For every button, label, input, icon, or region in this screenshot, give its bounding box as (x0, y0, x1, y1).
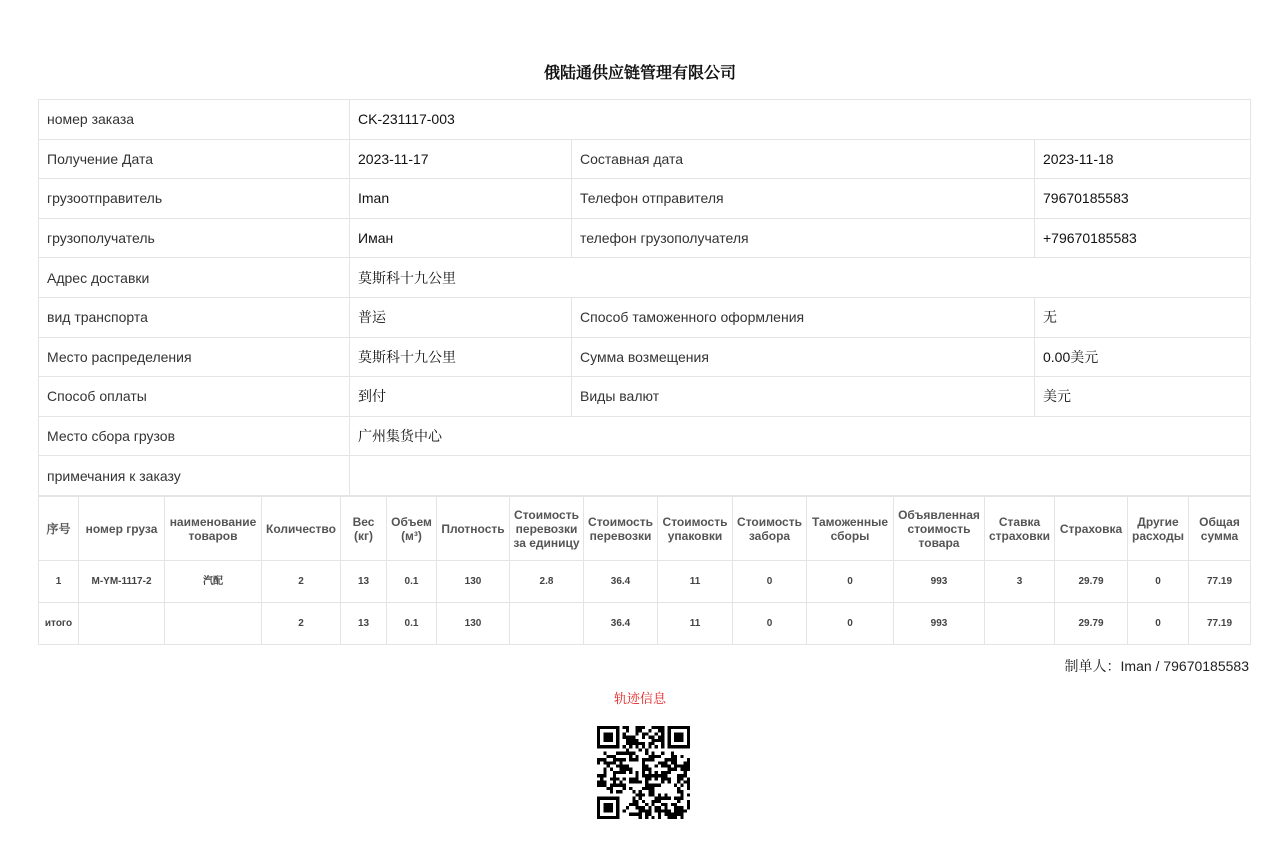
goods-table (38, 496, 1251, 645)
goods-cell: 0 (807, 561, 894, 603)
goods-total-row (39, 603, 1251, 645)
distribution-label: Место распределения (39, 337, 350, 377)
compile-date-label: Составная дата (572, 139, 1035, 179)
payment-label: Способ оплаты (39, 377, 350, 417)
goods-header-cell: Объявленная стоимость товара (894, 497, 985, 561)
distribution-value: 莫斯科十九公里 (350, 337, 572, 377)
pickup-label: Место сбора грузов (39, 416, 350, 456)
refund-value: 0.00美元 (1035, 337, 1251, 377)
order-info-table (38, 99, 1251, 496)
shipper-phone-label: Телефон отправителя (572, 179, 1035, 219)
qr-code (597, 726, 690, 819)
goods-cell: 36.4 (584, 603, 658, 645)
goods-cell: 0.1 (387, 603, 437, 645)
shipper-label: грузоотправитель (39, 179, 350, 219)
goods-header-cell: Стоимость упаковки (658, 497, 733, 561)
goods-cell: итого (39, 603, 79, 645)
goods-cell (510, 603, 584, 645)
goods-header-row (39, 497, 1251, 561)
goods-cell: 2 (262, 603, 341, 645)
goods-cell (165, 603, 262, 645)
goods-cell: 0 (733, 561, 807, 603)
goods-cell: 0 (807, 603, 894, 645)
currency-label: Виды валют (572, 377, 1035, 417)
goods-cell: 1 (39, 561, 79, 603)
receive-date-value: 2023-11-17 (350, 139, 572, 179)
delivery-address-label: Адрес доставки (39, 258, 350, 298)
dates-row (39, 139, 1251, 179)
notes-row (39, 456, 1251, 496)
transport-value: 普运 (350, 297, 572, 337)
tracking-info-link[interactable]: 轨迹信息 (613, 691, 666, 706)
goods-cell: 993 (894, 603, 985, 645)
receive-date-label: Получение Дата (39, 139, 350, 179)
order-no-value: CK-231117-003 (350, 100, 1251, 140)
goods-cell: 29.79 (1055, 561, 1128, 603)
customs-label: Способ таможенного оформления (572, 297, 1035, 337)
delivery-address-value: 莫斯科十九公里 (350, 258, 1251, 298)
consignee-label: грузополучатель (39, 218, 350, 258)
goods-cell (985, 603, 1055, 645)
customs-value: 无 (1035, 297, 1251, 337)
document-maker: 制单人：Iman / 79670185583 (1064, 658, 1249, 674)
distribution-row (39, 337, 1251, 377)
payment-row (39, 377, 1251, 417)
delivery-address-row (39, 258, 1251, 298)
shipper-row (39, 179, 1251, 219)
pickup-row (39, 416, 1251, 456)
shipper-phone-value: 79670185583 (1035, 179, 1251, 219)
notes-value (350, 456, 1251, 496)
goods-cell: 0 (1128, 561, 1189, 603)
goods-header-cell: Вес (кг) (341, 497, 387, 561)
consignee-phone-value: +79670185583 (1035, 218, 1251, 258)
consignee-phone-label: телефон грузополучателя (572, 218, 1035, 258)
goods-header-cell: номер груза (79, 497, 165, 561)
goods-cell: 13 (341, 603, 387, 645)
goods-header-cell: наименование товаров (165, 497, 262, 561)
shipper-value: Iman (350, 179, 572, 219)
goods-cell: 2 (262, 561, 341, 603)
currency-value: 美元 (1035, 377, 1251, 417)
order-no-label: номер заказа (39, 100, 350, 140)
goods-cell: 77.19 (1189, 561, 1251, 603)
goods-cell: 11 (658, 603, 733, 645)
consignee-row (39, 218, 1251, 258)
goods-cell: 0 (1128, 603, 1189, 645)
goods-cell: 77.19 (1189, 603, 1251, 645)
goods-cell: 汽配 (165, 561, 262, 603)
goods-header-cell: Объем (м³) (387, 497, 437, 561)
goods-cell: 29.79 (1055, 603, 1128, 645)
goods-header-cell: Плотность (437, 497, 510, 561)
compile-date-value: 2023-11-18 (1035, 139, 1251, 179)
goods-header-cell: Общая сумма (1189, 497, 1251, 561)
payment-value: 到付 (350, 377, 572, 417)
goods-header-cell: Количество (262, 497, 341, 561)
goods-cell: 13 (341, 561, 387, 603)
goods-cell: 0.1 (387, 561, 437, 603)
goods-cell: 2.8 (510, 561, 584, 603)
goods-header-cell: Ставка страховки (985, 497, 1055, 561)
goods-cell: 130 (437, 561, 510, 603)
goods-header-cell: 序号 (39, 497, 79, 561)
transport-row (39, 297, 1251, 337)
goods-header-cell: Стоимость забора (733, 497, 807, 561)
goods-row (39, 561, 1251, 603)
goods-cell: 993 (894, 561, 985, 603)
goods-header-cell: Другие расходы (1128, 497, 1189, 561)
transport-label: вид транспорта (39, 297, 350, 337)
goods-cell: 11 (658, 561, 733, 603)
goods-cell (79, 603, 165, 645)
goods-cell: 36.4 (584, 561, 658, 603)
consignee-value: Иман (350, 218, 572, 258)
goods-header-cell: Стоимость перевозки (584, 497, 658, 561)
goods-cell: M-YM-1117-2 (79, 561, 165, 603)
goods-header-cell: Таможенные сборы (807, 497, 894, 561)
goods-cell: 130 (437, 603, 510, 645)
refund-label: Сумма возмещения (572, 337, 1035, 377)
pickup-value: 广州集货中心 (350, 416, 1251, 456)
goods-header-cell: Страховка (1055, 497, 1128, 561)
goods-cell: 0 (733, 603, 807, 645)
notes-label: примечания к заказу (39, 456, 350, 496)
company-title: 俄陆通供应链管理有限公司 (543, 65, 736, 82)
goods-cell: 3 (985, 561, 1055, 603)
order-no-row (39, 100, 1251, 140)
goods-header-cell: Стоимость перевозки за единицу (510, 497, 584, 561)
